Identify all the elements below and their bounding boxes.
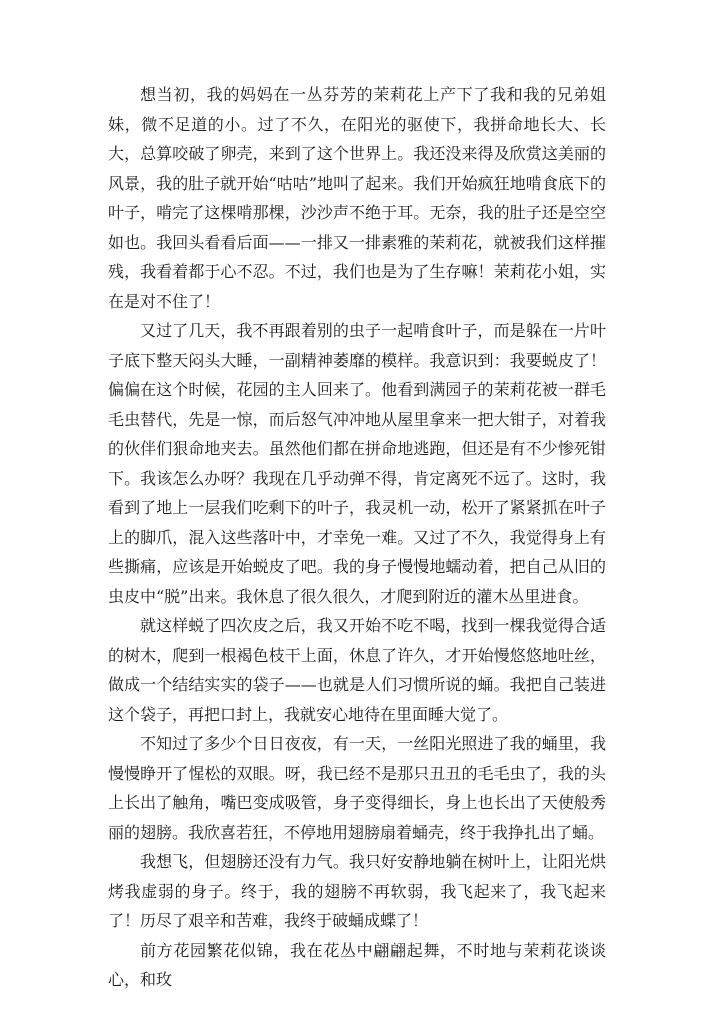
paragraph-6: 前方花园繁花似锦，我在花丛中翩翩起舞，不时地与茉莉花谈谈心，和玫 [108,940,606,989]
paragraph-2: 又过了几天，我不再跟着别的虫子一起啃食叶子，而是躲在一片叶子底下整天闷头大睡，一副精神萎靡的模样。我意识到：我要蜕皮了！偏偏在这个时候，花园的主人回来了。他看到满园子的茉莉花被一群毛毛虫替代，先是一惊，而后怒气冲冲地从屋里拿来一把大钳子，对着我的伙伴们狠命地夹去。虽然他们都在拼命地逃跑，但还是有不少惨死钳下。我该怎么办呀？我现在几乎动弹不得，肯定离死不远了。这时，我看到了地上一层我们吃剩下的叶子，我灵机一动，松开了紧紧抓在叶子上的脚爪，混入这些落叶中，才幸免一难。又过了不久，我觉得身上有些撕痛，应该是开始蜕皮了吧。我的身子慢慢地蠕动着，把自己从旧的虫皮中“脱”出来。我休息了很久很久，才爬到附近的灌木丛里进食。 [108,321,606,606]
paragraph-1: 想当初，我的妈妈在一丛芬芳的茉莉花上产下了我和我的兄弟姐妹，微不足道的小。过了不久，在阳光的驱使下，我拼命地长大、长大，总算咬破了卵壳，来到了这个世界上。我还没来得及欣赏这美丽的风景，我的肚子就开始“咕咕”地叫了起来。我们开始疯狂地啃食底下的叶子，啃完了这棵啃那棵，沙沙声不绝于耳。无奈，我的肚子还是空空如也。我回头看看后面——一排又一排素雅的茉莉花，就被我们这样摧残，我看着都于心不忍。不过，我们也是为了生存嘛！茉莉花小姐，实在是对不住了！ [108,85,606,311]
paragraph-3: 就这样蜕了四次皮之后，我又开始不吃不喝，找到一棵我觉得合适的树木，爬到一根褐色枝干上面，休息了许久，才开始慢悠悠地吐丝，做成一个结结实实的袋子——也就是人们习惯所说的蛹。我把自己装进这个袋子，再把口封上，我就安心地待在里面睡大觉了。 [108,616,606,724]
paragraph-4: 不知过了多少个日日夜夜，有一天，一丝阳光照进了我的蛹里，我慢慢睁开了惺松的双眼。呀，我已经不是那只丑丑的毛毛虫了，我的头上长出了触角，嘴巴变成吸管，身子变得细长，身上也长出了天使般秀丽的翅膀。我欣喜若狂，不停地用翅膀扇着蛹壳，终于我挣扎出了蛹。 [108,734,606,842]
document-body [108,80,606,995]
paragraph-5: 我想飞，但翅膀还没有力气。我只好安静地躺在树叶上，让阳光烘烤我虚弱的身子。终于，我的翅膀不再软弱，我飞起来了，我飞起来了！历尽了艰辛和苦难，我终于破蛹成蝶了！ [108,852,606,930]
